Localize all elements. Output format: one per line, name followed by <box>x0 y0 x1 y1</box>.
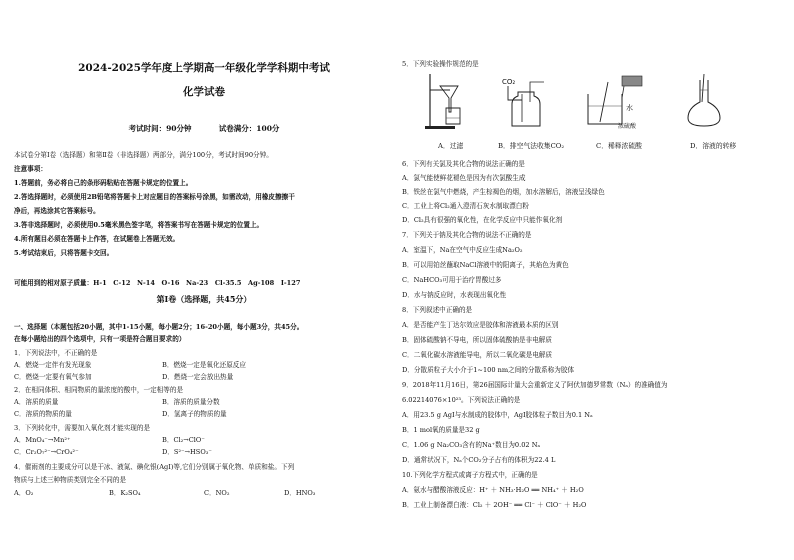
q8-stem: 8．下列叙述中正确的是 <box>402 306 473 314</box>
gas-bottle-icon <box>500 72 550 130</box>
q3-option-b: B．Cl₂→ClO⁻ <box>162 436 205 444</box>
dilution-apparatus-icon <box>582 72 662 130</box>
q4-stem-2: 物质与上述三种物质类别完全不同的是 <box>14 476 127 484</box>
gas-collection-figure <box>500 72 550 130</box>
q2-option-a: A．溶质的质量 <box>14 398 59 406</box>
q5-option-b: B．排空气法收集CO₂ <box>498 142 565 150</box>
filtration-figure <box>424 72 472 130</box>
q4-option-a: A．O₂ <box>14 489 34 497</box>
q5-option-d: D．溶液的转移 <box>690 142 737 150</box>
water-label: 水 <box>626 104 633 112</box>
q3-stem: 3．下列转化中，需要加入氧化剂才能实现的是 <box>14 424 151 432</box>
q5-stem: 5．下列实验操作规范的是 <box>402 60 479 68</box>
acid-label: 浓硫酸 <box>618 123 637 130</box>
q9-option-c: C．1.06 g Na₂CO₃含有的Na⁺数目为0.02 Nₐ <box>402 441 541 449</box>
q4-option-c: C．NO₂ <box>204 489 230 497</box>
q2-option-c: C．溶质的物质的量 <box>14 410 72 418</box>
q2-option-b: B．溶质的质量分数 <box>162 398 220 406</box>
q4-option-d: D．HNO₃ <box>284 489 316 497</box>
q3-option-d: D．S²⁻→HSO₃⁻ <box>162 448 212 456</box>
q7-option-d: D．水与钠反应时，水表现出氧化性 <box>402 291 507 299</box>
co2-label: CO₂ <box>502 78 516 86</box>
note-4: 4.所有题目必须在答题卡上作答，在试题卷上答题无效。 <box>14 235 180 243</box>
q1-option-b: B．燃烧一定是氧化还原反应 <box>162 361 246 369</box>
q6-option-a: A．氯气能使鲜花褪色是因为有次氯酸生成 <box>402 174 526 182</box>
q10-option-a: A．氨水与醋酸溶液反应：H⁺ ＋ NH₃·H₂O ══ NH₄⁺ ＋ H₂O <box>402 486 584 494</box>
q5-option-c: C．稀释浓硫酸 <box>596 142 642 150</box>
q9-stem-2: 6.02214076×10²³。下列说法正确的是 <box>402 396 521 404</box>
exam-score: 试卷满分：100分 <box>218 124 280 133</box>
q8-option-a: A．是否能产生丁达尔效应是胶体和溶液最本质的区别 <box>402 321 559 329</box>
dilution-figure <box>582 72 662 130</box>
q8-option-b: B．固体硫酸钠不导电，所以固体硫酸钠是非电解质 <box>402 336 552 344</box>
q8-option-c: C．二氧化碳水溶液能导电，所以二氧化碳是电解质 <box>402 351 553 359</box>
section-heading: 第Ⅰ卷（选择题，共45分） <box>156 294 252 304</box>
q6-stem: 6．下列有关氯及其化合物的说法正确的是 <box>402 160 525 168</box>
q8-option-d: D．分散质粒子大小介于1~100 nm之间的分散系称为胶体 <box>402 366 575 374</box>
q4-option-b: B．K₂SO₄ <box>109 489 141 497</box>
q5-option-a: A．过滤 <box>438 142 464 150</box>
q1-option-a: A．燃烧一定伴有发光现象 <box>14 361 92 369</box>
q7-stem: 7．下列关于钠及其化合物的说法不正确的是 <box>402 231 532 239</box>
q6-option-c: C．工业上将Cl₂通入澄清石灰水制取漂白粉 <box>402 202 529 210</box>
filtration-apparatus-icon <box>424 72 472 130</box>
volumetric-flask-icon <box>684 72 728 130</box>
q3-option-c: C．Cr₂O₇²⁻→CrO₄²⁻ <box>14 448 79 456</box>
note-2a: 2.答选择题时，必须使用2B铅笔将答题卡上对应题目的答案标号涂黑，如需改动，用橡皮擦擦干 <box>14 193 295 201</box>
q9-stem-1: 9．2018年11月16日，第26届国际计量大会重新定义了阿伏加德罗常数（Nₐ）的准确值为 <box>402 381 668 389</box>
q6-option-d: D．Cl₂具有很强的氧化性，在化学反应中只能作氧化剂 <box>402 216 563 224</box>
q1-option-c: C．燃烧一定要有氧气参加 <box>14 373 92 381</box>
notes-title: 注意事项： <box>14 165 47 173</box>
note-1: 1.答题前，务必将自己的条形码粘贴在答题卡规定的位置上。 <box>14 179 193 187</box>
q7-option-a: A．室温下，Na在空气中反应生成Na₂O₂ <box>402 246 523 254</box>
atomic-masses: 可能用到的相对原子质量：H-1 C-12 N-14 O-16 Na-23 Cl-35.5 Ag-108 I-127 <box>14 279 301 287</box>
q7-option-b: B．可以用铂丝蘸取NaCl溶液中的阳离子，其焰色为黄色 <box>402 261 569 269</box>
exam-subtitle: 化学试卷 <box>183 86 225 98</box>
q10-option-b: B．工业上制备漂白液：Cl₂ ＋ 2OH⁻ ══ Cl⁻ ＋ ClO⁻ ＋ H₂O <box>402 501 587 509</box>
q9-option-a: A．用23.5 g AgI与水制成的胶体中，AgI胶体粒子数目为0.1 Nₐ <box>402 411 593 419</box>
exam-title: 2024-2025学年度上学期高一年级化学学科期中考试 <box>78 62 330 74</box>
note-5: 5.考试结束后，只将答题卡交回。 <box>14 249 114 257</box>
q1-option-d: D．燃烧一定会放出热量 <box>162 373 234 381</box>
transfer-figure <box>684 72 728 130</box>
q3-option-a: A．MnO₄⁻→Mn²⁺ <box>14 436 71 444</box>
note-3: 3.答非选择题时，必须使用0.5毫米黑色签字笔，将答案书写在答题卡规定的位置上。 <box>14 221 264 229</box>
q10-stem: 10.下列化学方程式或离子方程式中，正确的是 <box>402 471 538 479</box>
q1-stem: 1．下列说法中，不正确的是 <box>14 349 98 357</box>
exam-meta <box>14 123 394 134</box>
q7-option-c: C．NaHCO₃可用于治疗胃酸过多 <box>402 276 502 284</box>
q6-option-b: B．铁丝在氯气中燃烧，产生棕褐色的烟，加水溶解后，溶液呈浅绿色 <box>402 188 605 196</box>
q2-stem: 2．在相同体积、相同物质的量浓度的酸中，一定相等的是 <box>14 386 184 394</box>
q9-option-d: D．通常状况下，Nₐ个CO₂分子占有的体积为22.4 L <box>402 456 556 464</box>
q2-option-d: D．氢离子的物质的量 <box>162 410 227 418</box>
section-desc-2: 在每小题给出的四个选项中，只有一项是符合题目要求的） <box>14 335 186 343</box>
section-desc-1: 一、选择题（本题包括20小题，其中1-15小题，每小题2分；16-20小题，每小题3分，共45分。 <box>14 323 304 331</box>
note-2b: 净后，再选涂其它答案标号。 <box>14 207 100 215</box>
q4-stem-1: 4．催雨剂的主要成分可以是干冰、液氮、碘化银(AgI)等,它们分别属于氧化物、单质和盐。下列 <box>14 463 295 471</box>
q9-option-b: B．1 mol氧的质量是32 g <box>402 426 480 434</box>
exam-time: 考试时间：90分钟 <box>128 124 192 133</box>
notes-intro: 本试卷分第Ⅰ卷（选择题）和第Ⅱ卷（非选择题）两部分，满分100分，考试时间90分钟。 <box>14 151 273 159</box>
